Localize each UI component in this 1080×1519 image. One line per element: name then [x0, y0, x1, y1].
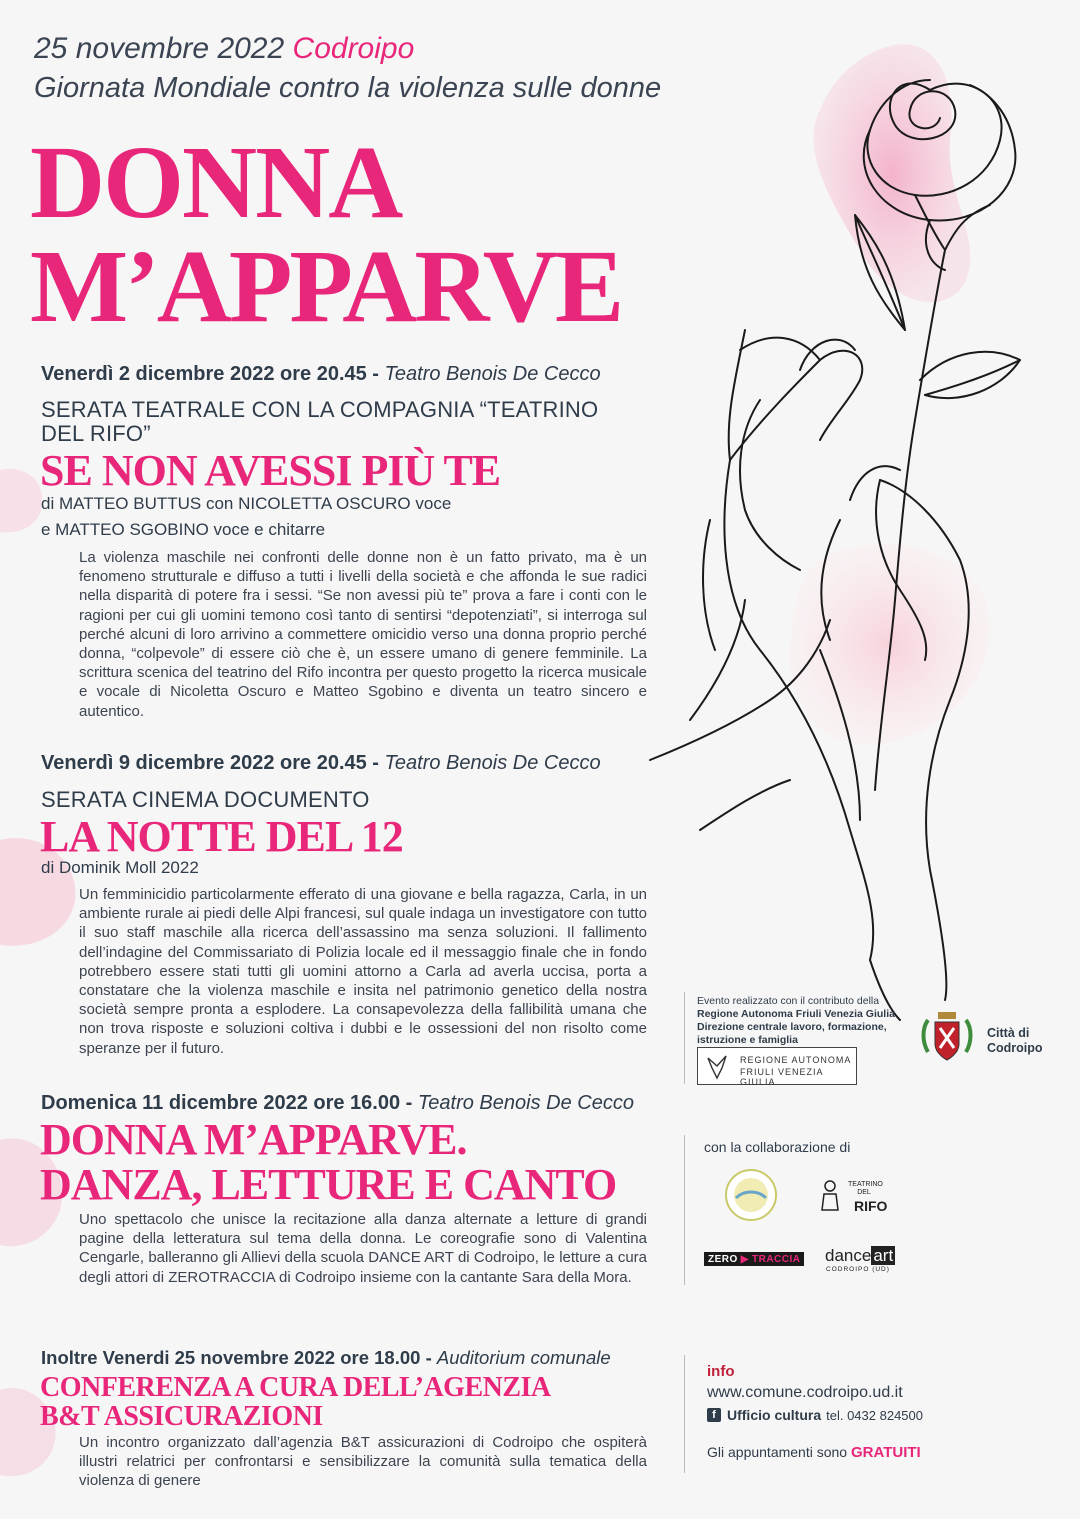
event1-date: [41, 363, 601, 386]
play-icon: ▶: [740, 1253, 749, 1265]
sponsor-text: [697, 995, 907, 1047]
association-logo-icon: [724, 1168, 778, 1222]
info-office: Ufficio cultura: [727, 1407, 822, 1423]
sponsor-region: Regione Autonoma Friuli Venezia Giulia: [697, 1008, 895, 1020]
zerotraccia-logo: [704, 1252, 804, 1266]
danceart-a: dance: [825, 1246, 872, 1265]
event4-date: [41, 1347, 611, 1369]
danceart-sub: CODROIPO (UD): [826, 1266, 890, 1273]
info-free-line: [707, 1444, 921, 1461]
event3-date-text: Domenica 11 dicembre 2022 ore 16.00 -: [41, 1092, 413, 1114]
event3-description: Uno spettacolo che unisce la recitazione alla danza alternate a letture di grandi pagine della letteratura sul tema della donna. Le coreografie sono di Valentina Cengarle, balleranno gli Allievi della scuola DANCE ART di Codroipo, le letture a cura degli attori di ZEROTRACCIA di Codroipo insieme con la cantante Sara della Mora.: [79, 1211, 647, 1286]
zerotraccia-a: ZERO: [708, 1253, 738, 1265]
teatrino-line1: TEATRINO: [848, 1181, 883, 1188]
teatrino-logo: [848, 1181, 883, 1197]
event-city: Codroipo: [292, 32, 415, 65]
collab-divider: [684, 1135, 685, 1285]
event1-description: La violenza maschile nei confronti delle donne non è un fatto privato, ma è un fenomeno strutturale e diffuso a tutti i livelli della società e che affonda le sue radici nella disparità di potere fra i sessi. “Se non avessi più te” prova a fare i conti con le ragioni per cui gli uomini temono così tanto di sentirsi “depotenziati”, si interroga sul perché alcuni di loro arrivino a commettere omicidio verso una donna proprio perché donna, “colpevole” di essere ciò che è, un essere umano di genere femminile. La scrittura scenica del teatrino del Rifo incontra per questo progetto la ricerca musicale e vocale di Nicoletta Oscuro e Matteo Sgobino e diventa un teatro sincero e autentico.: [79, 549, 647, 720]
info-free-prefix: Gli appuntamenti sono: [707, 1444, 848, 1460]
eagle-icon: [704, 1052, 730, 1080]
event4-description: Un incontro organizzato dall’agenzia B&T assicurazioni di Codroipo che ospiterà illustri relatrici per confrontarsi e sensibilizzare la comunità sulla tematica della violenza di genere: [79, 1434, 647, 1490]
sponsor-divider: [684, 992, 685, 1084]
event1-date-text: Venerdì 2 dicembre 2022 ore 20.45 -: [41, 363, 379, 385]
event1-credit2: e MATTEO SGOBINO voce e chitarre: [41, 520, 326, 539]
event3-date: [41, 1092, 634, 1115]
event4-title-line1: CONFERENZA A CURA DELL’AGENZIA: [40, 1372, 551, 1403]
info-phone: tel. 0432 824500: [826, 1407, 923, 1423]
region-logo-line1: REGIONE AUTONOMA: [740, 1055, 852, 1065]
danceart-b: art: [873, 1246, 894, 1265]
zerotraccia-b: TRACCIA: [751, 1253, 801, 1265]
main-title-line1: DONNA: [30, 125, 402, 240]
event4-date-text: Inoltre Venerdi 25 novembre 2022 ore 18.00 -: [41, 1347, 432, 1368]
event4-venue: Auditorium comunale: [436, 1347, 611, 1368]
info-office-line: [707, 1407, 923, 1423]
danceart-logo: [825, 1246, 895, 1266]
main-title-line2: M’APPARVE: [30, 229, 622, 344]
event2-credit: di Dominik Moll 2022: [41, 858, 199, 877]
facebook-icon[interactable]: f: [707, 1408, 721, 1422]
event-date: 25 novembre 2022: [34, 32, 285, 65]
teatrino-line2: DEL: [857, 1189, 871, 1196]
event1-title: SE NON AVESSI PIÙ TE: [40, 446, 501, 495]
city-label: [987, 1026, 1043, 1056]
sponsor-direction: Direzione centrale lavoro, formazione, istruzione e famiglia: [697, 1021, 887, 1046]
info-label: info: [707, 1363, 735, 1380]
event2-title: LA NOTTE DEL 12: [40, 812, 403, 861]
event2-date: [41, 752, 601, 775]
event3-title-line1: DONNA M’APPARVE.: [40, 1115, 467, 1164]
event2-type: SERATA CINEMA DOCUMENTO: [41, 787, 370, 812]
info-free-word: GRATUITI: [850, 1444, 921, 1461]
sponsor-intro: Evento realizzato con il contributo della: [697, 995, 880, 1007]
region-logo-line2: FRIULI VENEZIA GIULIA: [740, 1067, 824, 1087]
collab-label: con la collaborazione di: [704, 1139, 851, 1155]
event3-title-line2: DANZA, LETTURE E CANTO: [40, 1160, 617, 1209]
event2-description: Un femminicidio particolarmente efferato di una giovane e bella ragazza, Carla, in un ambiente rurale ai piedi delle Alpi francesi, sul quale indaga un investigatore con tutto il suo staff maschile alla ricerca dell’assassino ma senza soluzioni. Il fallimento dell’indagine del Commissariato di Polizia locale ed il messaggio finale che in fondo potrebbero essere stati tutti gli uomini attorno a Carla ad averla uccisa, porta a constatare che la violenza maschile e insita nel patrimonio genetico della nostra società sempre pronta a esplodere. La consapevolezza della fallibilità umana che non trova risposte e soluzioni coltiva i dubbi e le ossessioni del non risolto come speranze per il futuro.: [79, 886, 647, 1057]
info-divider: [684, 1355, 685, 1473]
event1-venue: Teatro Benois De Cecco: [384, 363, 601, 385]
teatrino-figure-icon: [818, 1178, 846, 1216]
info-website[interactable]: www.comune.codroipo.ud.it: [707, 1384, 903, 1401]
event4-title-line2: B&T ASSICURAZIONI: [40, 1401, 323, 1432]
event2-date-text: Venerdì 9 dicembre 2022 ore 20.45 -: [41, 752, 379, 774]
city-line1: Città di: [987, 1026, 1030, 1040]
codroipo-crest-icon: [918, 1008, 976, 1070]
event1-credit1: di MATTEO BUTTUS con NICOLETTA OSCURO voce: [41, 494, 452, 513]
teatrino-line3: RIFO: [854, 1198, 888, 1214]
event3-venue: Teatro Benois De Cecco: [417, 1092, 634, 1114]
header-subtitle: Giornata Mondiale contro la violenza sulle donne: [34, 72, 662, 104]
header-date-line: [34, 32, 414, 66]
city-line2: Codroipo: [987, 1041, 1043, 1055]
event1-type: SERATA TEATRALE CON LA COMPAGNIA “TEATRINO DEL RIFO”: [41, 397, 599, 446]
region-logo: [697, 1047, 857, 1085]
event2-venue: Teatro Benois De Cecco: [384, 752, 601, 774]
